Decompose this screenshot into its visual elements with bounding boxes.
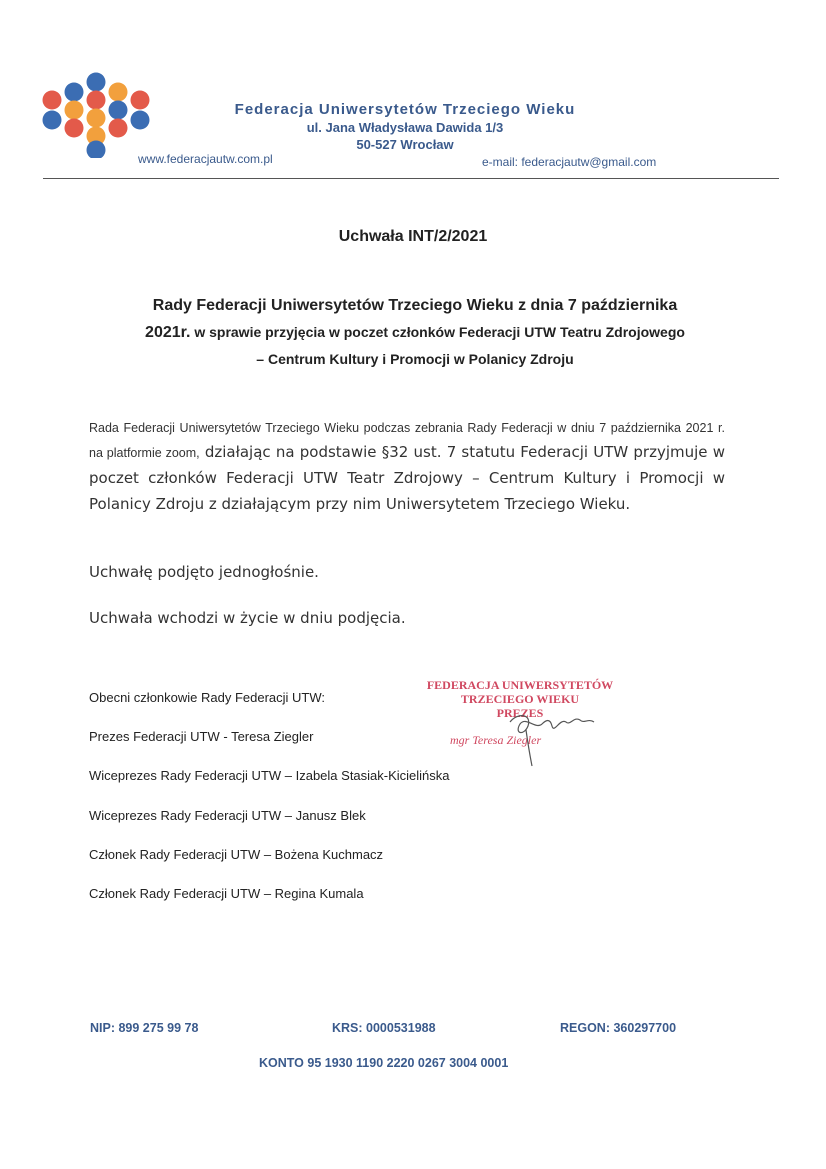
logo-dot — [87, 73, 106, 92]
logo-dot — [87, 141, 106, 159]
footer-krs: KRS: 0000531988 — [332, 1021, 436, 1035]
logo-dot — [65, 119, 84, 138]
resolution-title: Uchwała INT/2/2021 — [338, 228, 488, 245]
organization-name: Federacja Uniwersytetów Trzeciego Wieku — [234, 101, 576, 118]
subject-year: 2021r. — [145, 324, 191, 341]
resolution-body — [89, 417, 725, 517]
stamp-signatory: mgr Teresa Ziegler — [450, 733, 542, 747]
logo-dot — [87, 91, 106, 110]
member-item: Członek Rady Federacji UTW – Regina Kumala — [89, 886, 364, 901]
logo-dot — [131, 91, 150, 110]
resolution-subject — [70, 293, 760, 372]
footer-bank-account: KONTO 95 1930 1190 2220 0267 3004 0001 — [259, 1056, 509, 1070]
website-link[interactable]: www.federacjautw.com.pl — [138, 152, 273, 166]
stamp-line-3: PREZES — [496, 706, 544, 720]
body-part-2: działając na podstawie §32 ust. 7 statutu Federacji UTW przyjmuje w poczet członków Federacji UTW Teatr Zdrojowy – Centrum Kultury i Promocji w Polanicy Zdroju z działającym przy nim Uniwersytetem Trzeciego Wieku. — [89, 443, 725, 513]
address-street: ul. Jana Władysława Dawida 1/3 — [306, 120, 504, 135]
member-item: Członek Rady Federacji UTW – Bożena Kuchmacz — [89, 847, 384, 862]
logo-dot — [65, 83, 84, 102]
member-item: Prezes Federacji UTW - Teresa Ziegler — [89, 729, 314, 744]
logo-dot — [131, 111, 150, 130]
member-item: Wiceprezes Rady Federacji UTW – Janusz Blek — [89, 808, 366, 823]
logo-dot — [43, 111, 62, 130]
stamp-line-2: TRZECIEGO WIEKU — [460, 692, 580, 706]
federation-logo — [38, 72, 158, 158]
handwritten-signature — [470, 700, 610, 770]
subject-line-2 — [70, 319, 760, 346]
effective-statement: Uchwała wchodzi w życie w dniu podjęcia. — [89, 609, 406, 627]
logo-dot — [109, 119, 128, 138]
logo-dot — [109, 83, 128, 102]
subject-line-2-rest: w sprawie przyjęcia w poczet członków Federacji UTW Teatru Zdrojowego — [190, 324, 685, 340]
body-part-1: Rada Federacji Uniwersytetów Trzeciego Wieku podczas zebrania Rady Federacji w dniu 7 października 2021 r. na platformie zoom, — [89, 421, 725, 460]
member-item: Wiceprezes Rady Federacji UTW – Izabela Stasiak-Kicielińska — [89, 768, 450, 783]
footer-regon: REGON: 360297700 — [560, 1021, 677, 1035]
footer-nip: NIP: 899 275 99 78 — [90, 1021, 199, 1035]
email-address[interactable]: e-mail: federacjautw@gmail.com — [482, 155, 657, 169]
stamp-line-1: FEDERACJA UNIWERSYTETÓW — [426, 678, 614, 692]
address-city: 50-527 Wrocław — [356, 137, 454, 152]
logo-dot — [65, 101, 84, 120]
logo-dot — [109, 101, 128, 120]
logo-dot — [87, 109, 106, 128]
subject-line-1: Rady Federacji Uniwersytetów Trzeciego Wieku z dnia 7 października — [152, 297, 678, 314]
unanimous-statement: Uchwałę podjęto jednogłośnie. — [89, 563, 319, 581]
logo-dot — [43, 91, 62, 110]
subject-line-3: – Centrum Kultury i Promocji w Polanicy Zdroju — [256, 351, 574, 367]
header-divider — [43, 178, 779, 179]
members-heading: Obecni członkowie Rady Federacji UTW: — [89, 690, 326, 705]
